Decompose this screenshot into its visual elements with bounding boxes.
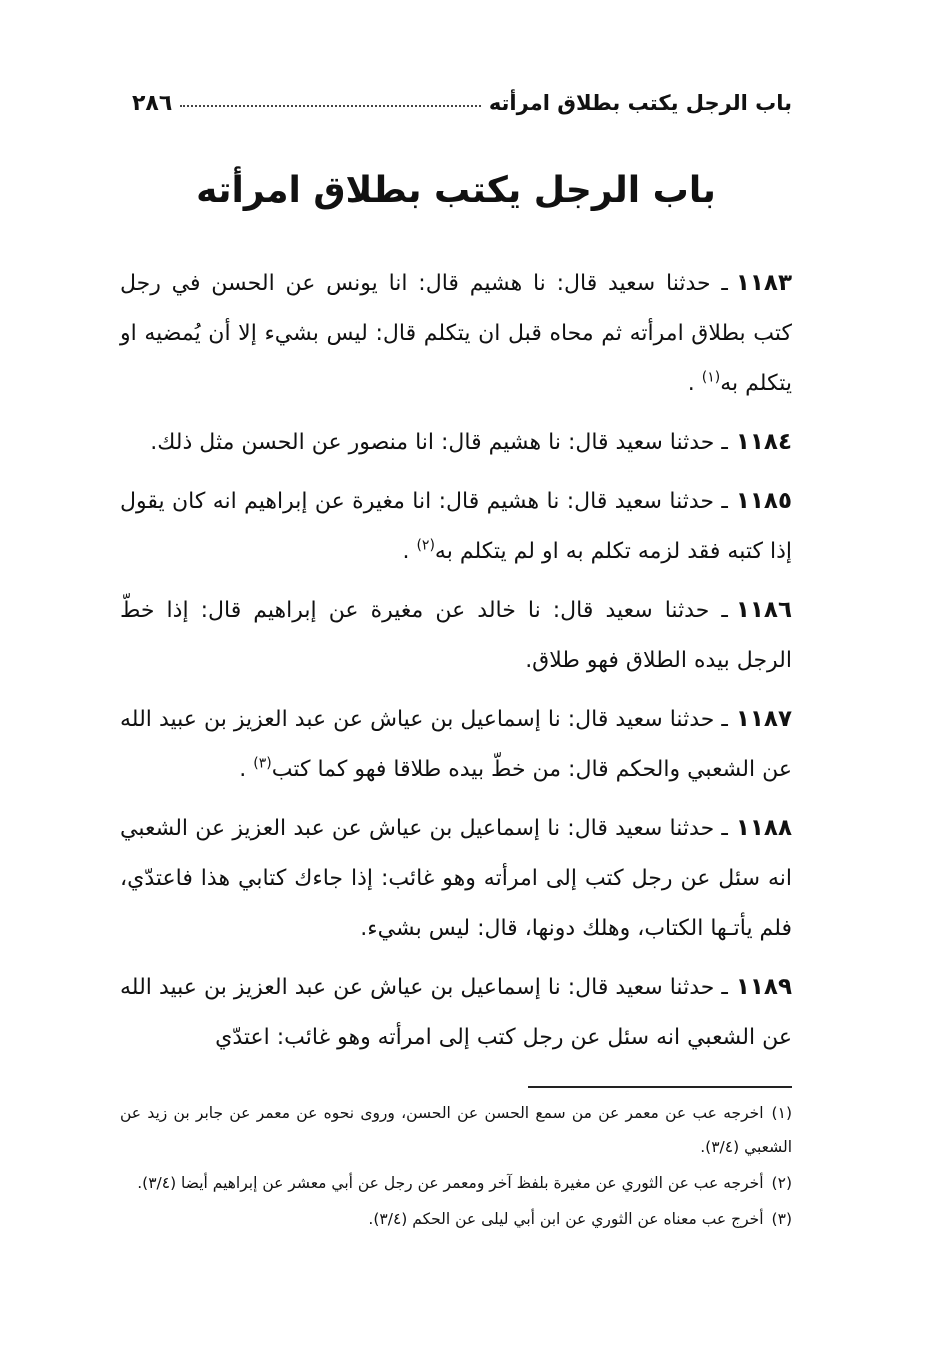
footnote-2 (120, 1166, 792, 1200)
hadith-end: . (687, 371, 702, 396)
footnote-number: (١) (771, 1104, 792, 1122)
hadith-number: ١١٨٣ (735, 270, 792, 296)
hadith-text: ـ حدثنا سعيد قال: نا هشيم قال: انا مغيرة عن إبراهيم انه كان يقول إذا كتبه فقد لزمه تكلم به او لم يتكلم به (120, 489, 792, 564)
footnote-1 (120, 1096, 792, 1164)
hadith-1186 (120, 585, 792, 686)
footnote-marker: (٣) (253, 755, 272, 772)
page-number: ٢٨٦ (132, 90, 173, 116)
hadith-text: ـ حدثنا سعيد قال: نا هشيم قال: انا منصور عن الحسن مثل ذلك. (150, 430, 728, 455)
hadith-1184 (120, 417, 792, 468)
hadith-number: ١١٨٨ (735, 815, 792, 841)
hadith-number: ١١٨٩ (735, 974, 792, 1000)
hadith-number: ١١٨٤ (735, 429, 792, 455)
footnote-3 (120, 1202, 792, 1236)
hadith-number: ١١٨٦ (735, 597, 792, 623)
hadith-1188 (120, 803, 792, 954)
footnotes (120, 1096, 792, 1238)
footnote-marker: (١) (701, 369, 721, 386)
hadith-end: . (239, 757, 254, 782)
hadith-end: . (402, 539, 417, 564)
footnote-text: اخرجه عب عن معمر عن من سمع الحسن عن الحسن، وروى نحوه عن معمر عن جابر بن زيد عن الشعبي (٣/٤). (120, 1104, 792, 1156)
hadith-text: ـ حدثنا سعيد قال: نا إسماعيل بن عياش عن عبد العزيز بن عبيد الله عن الشعبي انه سئل عن رجل كتب إلى امرأته وهو غائب: اعتدّي (120, 975, 792, 1050)
hadith-1183 (120, 258, 792, 409)
hadith-1185 (120, 476, 792, 577)
hadith-number: ١١٨٧ (735, 706, 792, 732)
footnote-separator (528, 1086, 792, 1088)
footnote-marker: (٢) (416, 537, 435, 554)
footnote-text: أخرجه عب عن الثوري عن مغيرة بلفظ آخر ومعمر عن رجل عن أبي معشر عن إبراهيم أيضا (٣/٤). (137, 1174, 764, 1192)
hadith-list (120, 258, 792, 1071)
hadith-text: ـ حدثنا سعيد قال: نا إسماعيل بن عياش عن عبد العزيز بن عبيد الله عن الشعبي والحكم قال: من خطّ بيده طلاقا فهو كما كتب (120, 707, 792, 782)
chapter-title: باب الرجل يكتب بطلاق امرأته (196, 170, 716, 211)
header-dotted-leader (180, 105, 481, 107)
hadith-text: ـ حدثنا سعيد قال: نا هشيم قال: انا يونس عن الحسن في رجل كتب بطلاق امرأته ثم محاه قبل ان يتكلم قال: ليس بشيء إلا أن يُمضيه او يتكلم به (120, 271, 792, 396)
hadith-number: ١١٨٥ (735, 488, 792, 514)
running-title: باب الرجل يكتب بطلاق امرأته (488, 91, 792, 115)
hadith-1189 (120, 962, 792, 1063)
footnote-number: (٢) (771, 1174, 792, 1192)
footnote-text: أخرج عب معناه عن الثوري عن ابن أبي ليلى عن الحكم (٣/٤). (368, 1210, 764, 1228)
footnote-number: (٣) (771, 1210, 792, 1228)
running-header (120, 86, 792, 120)
hadith-text: ـ حدثنا سعيد قال: نا خالد عن مغيرة عن إبراهيم قال: إذا خطّ الرجل بيده الطلاق فهو طلاق. (120, 598, 792, 673)
hadith-1187 (120, 694, 792, 795)
hadith-text: ـ حدثنا سعيد قال: نا إسماعيل بن عياش عن عبد العزيز عن الشعبي انه سئل عن رجل كتب إلى امرأته وهو غائب: إذا جاءك كتابي هذا فاعتدّي، فلم يأتـها الكتاب، وهلك دونها، قال: ليس بشيء. (120, 816, 792, 941)
